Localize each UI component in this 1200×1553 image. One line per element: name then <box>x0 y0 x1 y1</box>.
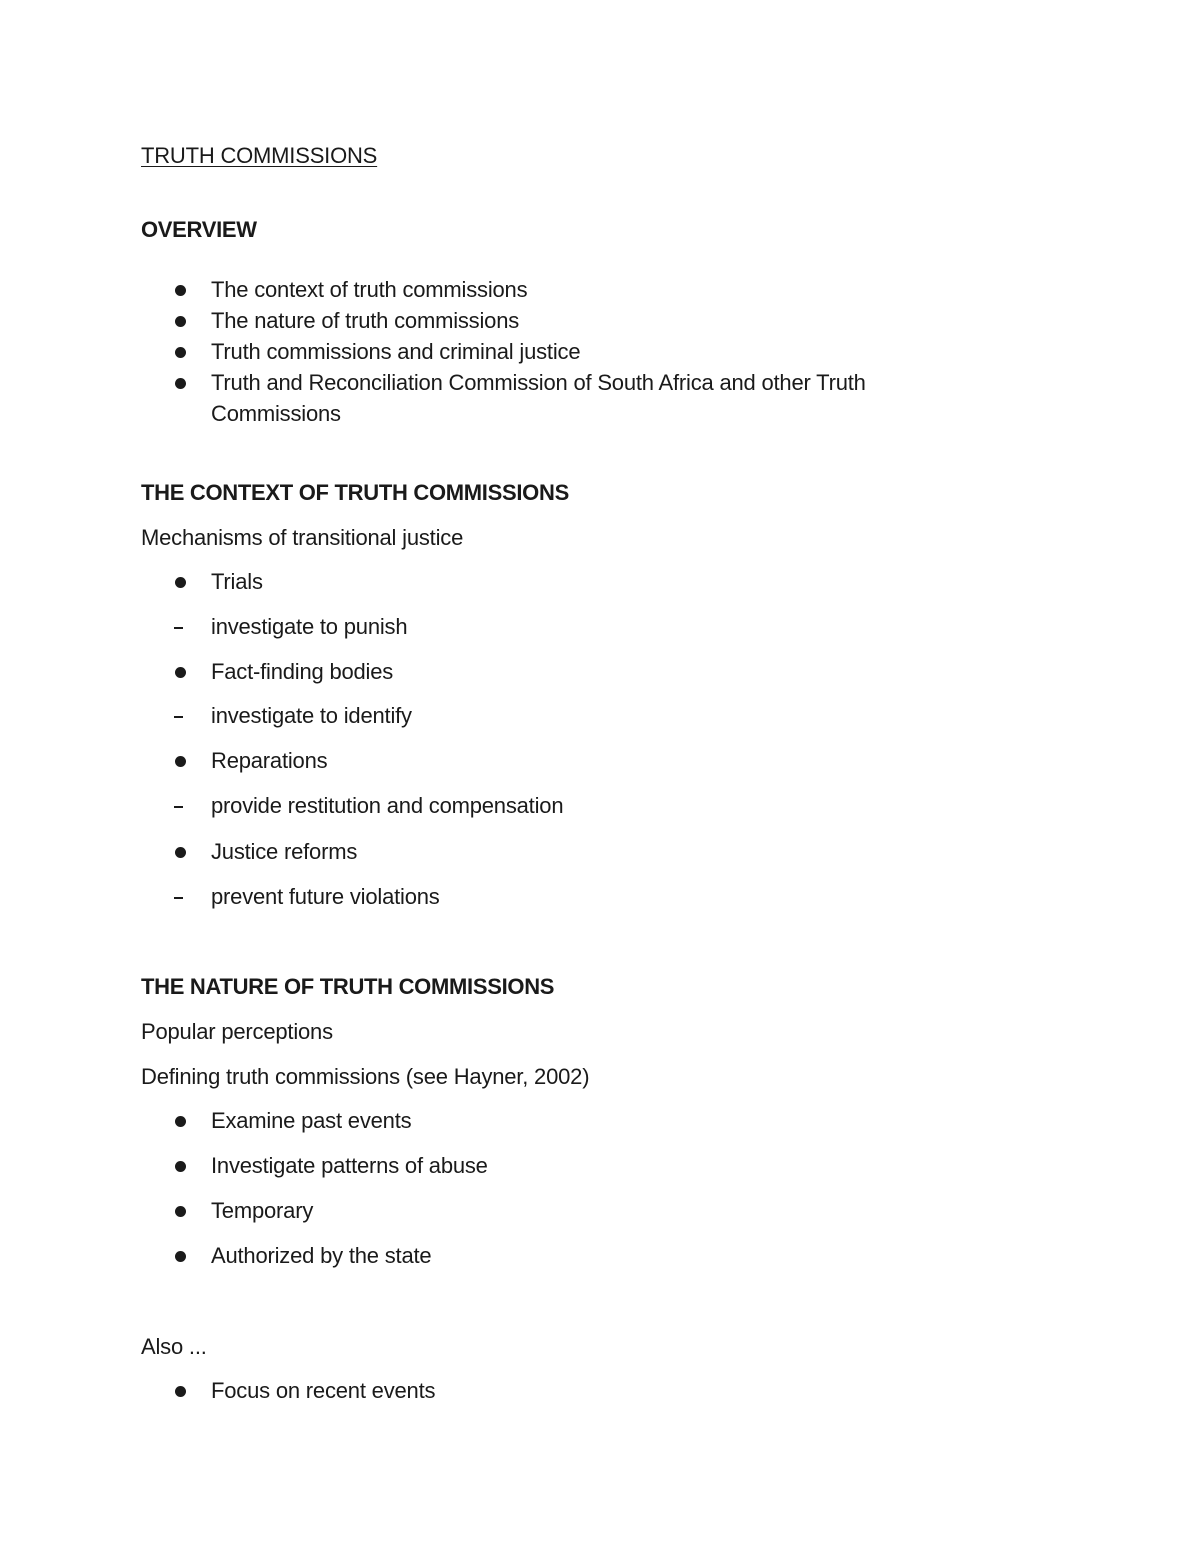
context-item: prevent future violations <box>211 884 440 909</box>
context-item: Trials <box>211 569 263 594</box>
overview-item: The context of truth commissions <box>211 277 528 302</box>
bullet-icon <box>175 1386 186 1397</box>
dash-icon <box>174 716 183 718</box>
context-item: Reparations <box>211 748 328 773</box>
bullet-icon <box>175 316 186 327</box>
nature-para-2: Defining truth commissions (see Hayner, 2002) <box>141 1064 590 1089</box>
context-intro: Mechanisms of transitional justice <box>141 525 464 550</box>
nature-para-1: Popular perceptions <box>141 1019 333 1044</box>
also-para: Also ... <box>141 1334 207 1359</box>
bullet-icon <box>175 577 186 588</box>
nature-item: Temporary <box>211 1198 314 1223</box>
context-item: Justice reforms <box>211 839 358 864</box>
bullet-icon <box>175 285 186 296</box>
context-item: Fact-finding bodies <box>211 659 394 684</box>
context-item: investigate to identify <box>211 703 412 728</box>
context-heading: THE CONTEXT OF TRUTH COMMISSIONS <box>141 480 569 505</box>
overview-item: Truth commissions and criminal justice <box>211 339 581 364</box>
dash-icon <box>174 627 183 629</box>
also-item: Focus on recent events <box>211 1378 436 1403</box>
dash-icon <box>174 806 183 808</box>
bullet-icon <box>175 1161 186 1172</box>
context-item: provide restitution and compensation <box>211 793 564 818</box>
bullet-icon <box>175 756 186 767</box>
nature-item: Authorized by the state <box>211 1243 432 1268</box>
nature-item: Examine past events <box>211 1108 412 1133</box>
nature-heading: THE NATURE OF TRUTH COMMISSIONS <box>141 974 555 999</box>
nature-item: Investigate patterns of abuse <box>211 1153 488 1178</box>
bullet-icon <box>175 347 186 358</box>
bullet-icon <box>175 1116 186 1127</box>
bullet-icon <box>175 378 186 389</box>
overview-item: Truth and Reconciliation Commission of South Africa and other Truth Commissions <box>211 370 866 426</box>
context-item: investigate to punish <box>211 614 408 639</box>
bullet-icon <box>175 847 186 858</box>
overview-item: The nature of truth commissions <box>211 308 520 333</box>
dash-icon <box>174 897 183 899</box>
bullet-icon <box>175 1206 186 1217</box>
overview-heading: OVERVIEW <box>141 217 257 242</box>
document-title: TRUTH COMMISSIONS <box>141 143 378 168</box>
bullet-icon <box>175 667 186 678</box>
bullet-icon <box>175 1251 186 1262</box>
